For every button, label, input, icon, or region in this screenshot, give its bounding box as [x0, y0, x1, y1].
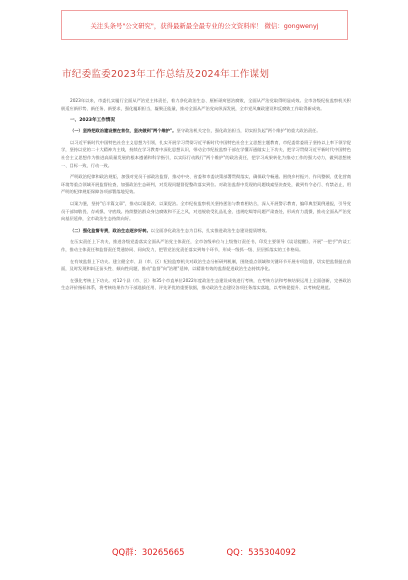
- section-heading: 一、2023年工作情况: [70, 118, 115, 124]
- document-body: [61, 98, 351, 297]
- paragraph-responsibility: 在压实责任上下功夫，推进各级党委落实全面从严治党主体责任，全市各级单位与上级签订责任书，印发主要领导《谈话提醒》，开展"一把手"约谈工作，推动主体责任和监督责任贯通协同、同向发力，把管党治党责任落实到每个环节，形成一级抓一级、层层抓落实的工作格局。: [61, 240, 351, 253]
- subsection-heading-2: （二）强化监督专责，政治生态逐步好转。: [70, 228, 151, 234]
- paragraph-political: [61, 128, 351, 136]
- promo-banner: [61, 10, 348, 40]
- subsection-heading-1: （一）坚持把政治建设摆在首位，坚决做到"两个维护"。: [70, 129, 177, 135]
- paragraph-effective-supervision: 在有效监督上下功夫。建立健全市、县（市、区）纪检监察机关对政治生态分析研判机制，围绕重点领域和关键环节开展专项监督，切实把监督挺在前面，及时发现和纠正苗头性、倾向性问题，推动"监督"向"治理"延伸，以精准有效的监督促进政治生态持续净化。: [61, 259, 351, 273]
- paragraph-theory-study: 以习近平新时代中国特色社会主义思想为引领，扎实开展学习贯彻习近平新时代中国特色社会主义思想主题教育，市纪委常委班子坚持以上率下领学促学，坚持以党的二十大精神为主线，持续在学习教育中深化思想认识，带动全市纪检监察干部在学懂弄通做实上下功夫，把学习贯彻习近平新时代中国特色社会主义思想作为推进高质量发展的根本遵循和科学指引，以实际行动践行"两个维护"的政治责任，把学习成果转化为推动工作的强大动力，做到思想统一、目标一致、行动一致。: [61, 140, 351, 169]
- paragraph-intro: 2023年以来，市委扎实履行全面从严治党主体责任，着力净化政治生态、厘析顽疴惩治腐败，全面从严治党取得明显成效。全市各级纪检监察机关积极适应新形势、新任务、新要求，强化履职担当，凝聚正能量，推动全面从严治党向纵深发展，全市党风廉政建设和反腐败工作取得新成效。: [61, 99, 351, 112]
- paragraph-discipline: 严明政治纪律和政治规矩，加强对党员干部政治监督，推动中央、省委和市委决策部署贯彻落实，确保政令畅通。围绕乡村振兴、作风整顿、优化营商环境等重点领域开展监督检查，加强政治生态研判，对发现问题督促整改落实到位。对政治监督中发现的问题线索坚决查处，做到有令必行、有禁必止，用严明的纪律规矩保障各项部署落地见效。: [61, 175, 351, 196]
- contact-footer: [0, 546, 408, 558]
- document-title: 市纪委监委2023年工作总结及2024年工作谋划: [62, 69, 270, 80]
- paragraph-text: 以全面净化政治生态为目标，扎实推进政治生态建设提质增效。: [150, 228, 270, 234]
- paragraph-text: 坚守政治机关定位，强化政治担当，切实担负起"两个维护"的重大政治责任。: [176, 129, 321, 135]
- qq-contact-label: QQ：535304092: [226, 547, 297, 557]
- promo-banner-text: 关注头条号"公文研究"，获得最新最全最专业的公文资料库！ 微信：gongwenyj: [90, 21, 319, 30]
- paragraph-supervision: [61, 228, 351, 236]
- paragraph-case-lessons: 以案为鉴，坚持"后半篇文章"，推动以案促改、以案促治。全市纪检监察机关坚持惩治与教育相结合，深入开展警示教育，编印典型案例通报，引导党员干部知敬畏、存戒惧、守底线。持续整治群众身边腐败和不正之风，对违规收受礼品礼金、违规吃喝等问题严肃查处，形成有力震慑，推动全面从严治党向基层延伸，全市政治生态持续向好。: [61, 201, 351, 223]
- paragraph-assessment: 在强化考核上下功夫。对12个县（市、区）和35个市直单位2022年度政治生态建设成效进行考核，在考核方法和考核结果运用上全面创新，完善政治生态评价指标体系，将考核结果作为干部选拔任用、评先评优的重要依据，推动政治生态建设各项任务落实落地，以考核促提升、以考核促规范。: [61, 278, 351, 292]
- qq-group-label: QQ群：30265665: [111, 547, 185, 557]
